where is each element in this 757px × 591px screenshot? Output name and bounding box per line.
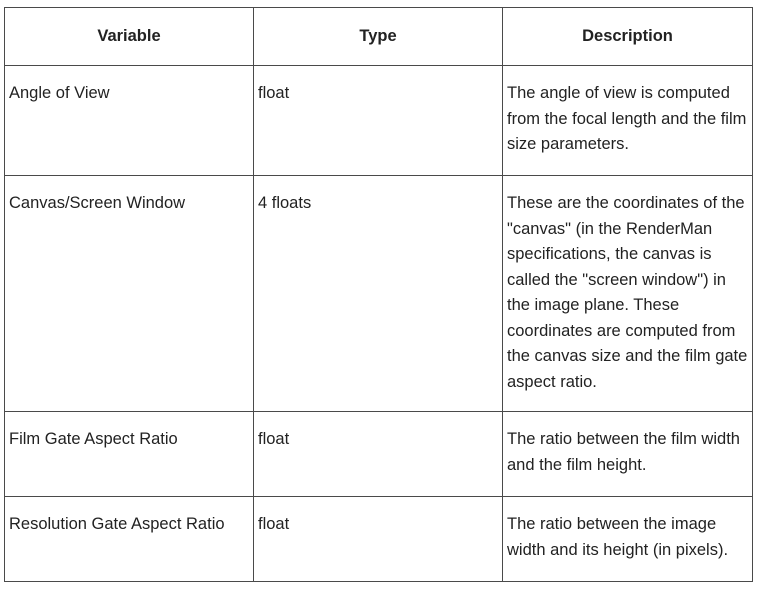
table-row <box>5 412 753 497</box>
variables-table-container <box>4 7 753 582</box>
header-row <box>5 8 753 66</box>
cell-description: The ratio between the film width and the film height. <box>503 412 753 497</box>
cell-type: 4 floats <box>254 176 503 412</box>
cell-type: float <box>254 497 503 582</box>
table-row <box>5 66 753 176</box>
cell-variable: Angle of View <box>5 66 254 176</box>
table-header <box>5 8 753 66</box>
cell-type: float <box>254 412 503 497</box>
header-type: Type <box>254 8 503 66</box>
variables-table <box>4 7 753 582</box>
table-row <box>5 497 753 582</box>
cell-variable: Canvas/Screen Window <box>5 176 254 412</box>
cell-description: The angle of view is computed from the focal length and the film size parameters. <box>503 66 753 176</box>
cell-description: The ratio between the image width and its height (in pixels). <box>503 497 753 582</box>
cell-description: These are the coordinates of the "canvas" (in the RenderMan specifications, the canvas is called the "screen window") in the image plane. These coordinates are computed from the canvas size and the film gate aspect ratio. <box>503 176 753 412</box>
cell-type: float <box>254 66 503 176</box>
cell-variable: Film Gate Aspect Ratio <box>5 412 254 497</box>
table-body <box>5 66 753 582</box>
cell-variable: Resolution Gate Aspect Ratio <box>5 497 254 582</box>
header-description: Description <box>503 8 753 66</box>
table-row <box>5 176 753 412</box>
header-variable: Variable <box>5 8 254 66</box>
